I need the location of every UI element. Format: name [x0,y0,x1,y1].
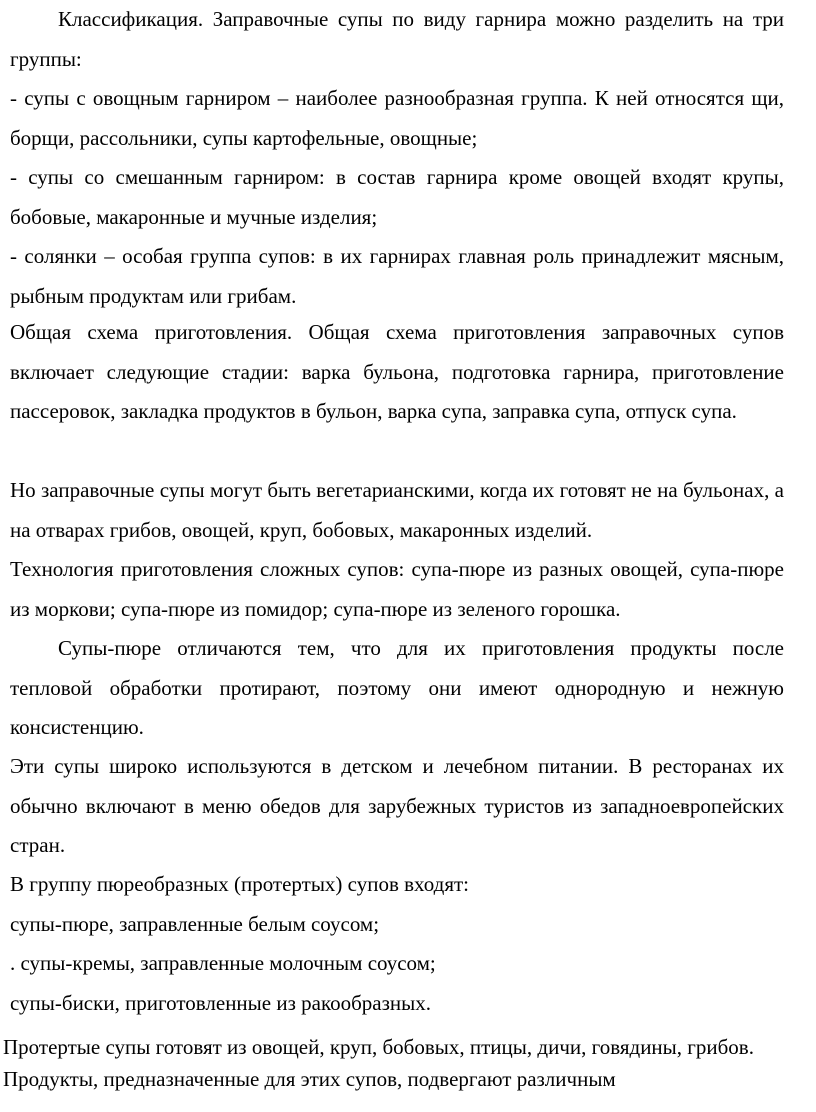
paragraph-technology: Технология приготовления сложных супов: супа-пюре из разных овощей, супа-пюре из моркови; супа-пюре из помидор; супа-пюре из зеленого горошка. [10,557,784,621]
list-item-cream-soups: . супы-кремы, заправленные молочным соусом; [10,951,436,975]
paragraph-vegetarian: Но заправочные супы могут быть вегетарианскими, когда их готовят не на бульонах, а на отварах грибов, овощей, круп, бобовых, макаронных изделий. [10,478,784,542]
paragraph-puree-group-intro: В группу пюреобразных (протертых) супов входят: [10,872,469,896]
paragraph-usage: Эти супы широко используются в детском и лечебном питании. В ресторанах их обычно включают в меню обедов для зарубежных туристов из западноевропейских стран. [10,754,784,857]
paragraph-vegetable-soups: - супы с овощным гарниром – наиболее разнообразная группа. К ней относятся щи, борщи, рассольники, супы картофельные, овощные; [10,86,784,150]
paragraph-general-scheme: Общая схема приготовления. Общая схема приготовления заправочных супов включает следующие стадии: варка бульона, подготовка гарнира, приготовление пассеровок, закладка продуктов в бульон, варка супа, заправка супа, отпуск супа. [10,320,784,423]
paragraph-mixed-soups: - супы со смешанным гарниром: в состав гарнира кроме овощей входят крупы, бобовые, макаронные и мучные изделия; [10,165,784,229]
list-item-white-sauce: супы-пюре, заправленные белым соусом; [10,912,380,936]
paragraph-tail: Протертые супы готовят из овощей, круп, бобовых, птицы, дичи, говядины, грибов. Продукты, предназначенные для этих супов, подвергают различным [3,1035,754,1091]
paragraph-classification: Классификация. Заправочные супы по виду гарнира можно разделить на три группы: [10,7,784,71]
paragraph-solyanka: - солянки – особая группа супов: в их гарнирах главная роль принадлежит мясным, рыбным продуктам или грибам. [10,244,784,308]
paragraph-puree-soups: Супы-пюре отличаются тем, что для их приготовления продукты после тепловой обработки протирают, поэтому они имеют однородную и нежную консистенцию. [10,636,784,739]
list-item-bisques: супы-биски, приготовленные из ракообразных. [10,991,431,1015]
